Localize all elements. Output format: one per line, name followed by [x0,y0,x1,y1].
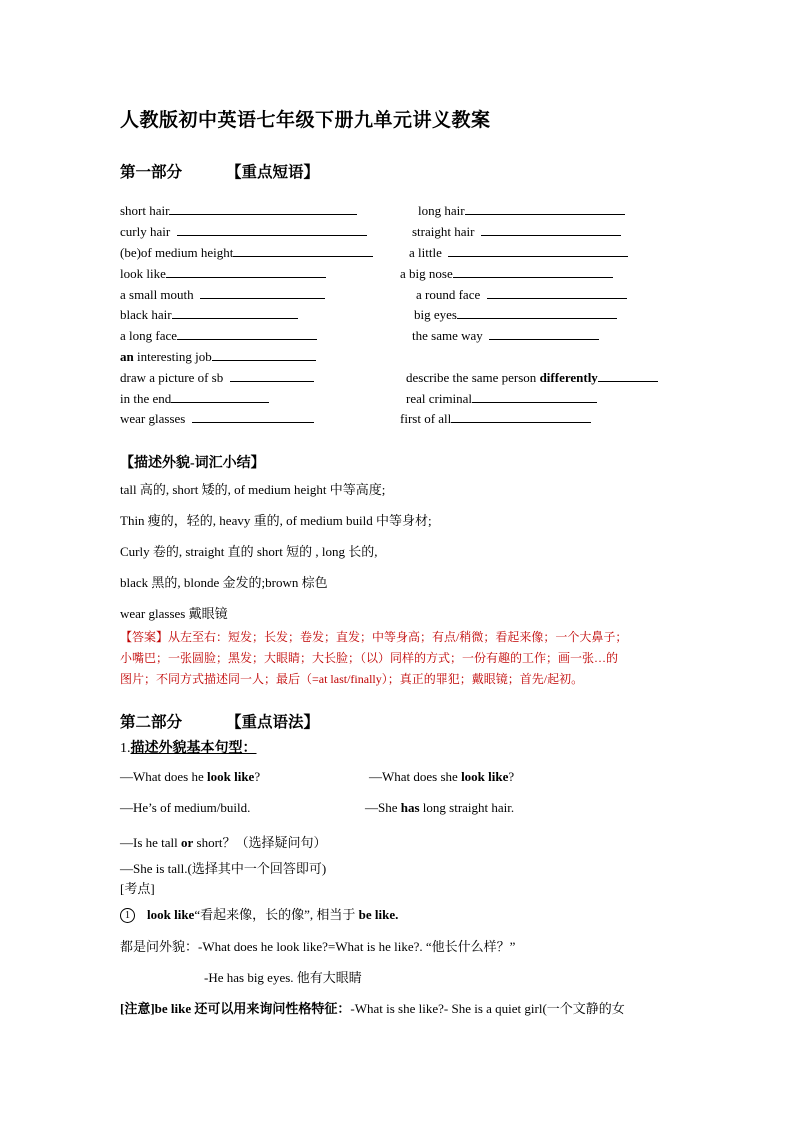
vocab-line: tall 高的, short 矮的, of medium height 中等高度; [120,482,386,497]
vocab-line: Curly 卷的, straight 直的 short 短的 , long 长的, [120,544,378,559]
vocab-line: wear glasses 戴眼镜 [120,606,228,621]
phrase-right: straight hair [412,224,621,240]
ask-appearance-line: 都是问外貌：-What does he look like?=What is he like?. “他长什么样？” [120,939,516,954]
answer-appearance-line: -He has big eyes. 他有大眼睛 [204,970,362,985]
phrase-left: a small mouth [120,287,325,303]
choice-question: —Is he tall or short？（选择疑问句） [120,835,327,850]
question-he: —What does he look like? [120,769,261,784]
phrase-right: long hair [418,203,625,219]
vocab-line: black 黑的, blonde 金发的;brown 棕色 [120,575,328,590]
question-she: —What does she look like? [369,769,515,784]
phrase-right: big eyes [414,307,617,323]
part1-label: 第一部分 [120,164,183,181]
answer-line: 小嘴巴；一张圆脸；黑发；大眼睛；大长脸；（以）同样的方式；一份有趣的工作；画一张…的 [120,651,619,665]
phrase-right: first of all [400,411,591,427]
exam-point-1: 1 look like“看起来像，长的像”, 相当于 be like. [120,904,398,923]
phrase-left: a long face [120,328,317,344]
phrase-left: short hair [120,203,357,219]
phrase-left: wear glasses [120,411,314,427]
phrase-right: a round face [416,287,627,303]
answer-line: 图片；不同方式描述同一人；最后（=at last/finally）；真正的罪犯；戴眼镜；首先/起初。 [120,672,584,686]
part2-label: 第二部分 [120,714,183,731]
page-title: 人教版初中英语七年级下册九单元讲义教案 [120,110,491,131]
circled-number: 1 [120,908,135,923]
phrase-right: describe the same person differently [406,370,658,386]
vocab-heading: 【描述外貌-词汇小结】 [120,456,265,471]
exam-point-label: [考点] [120,881,155,896]
part2-heading: 【重点语法】 [226,714,320,731]
phrase-right: the same way [412,328,599,344]
phrase-left: black hair [120,307,298,323]
grammar-subheading: 1.描述外貌基本句型： [120,741,257,756]
phrase-left: in the end [120,391,269,407]
phrase-left: (be)of medium height [120,245,373,261]
phrase-left: an interesting job [120,349,316,365]
answer-he: —He’s of medium/build. [120,800,251,815]
answer-she: —She has long straight hair. [365,800,515,815]
phrase-right: a big nose [400,266,613,282]
phrase-right: a little [409,245,628,261]
phrase-left: look like [120,266,326,282]
phrase-right: real criminal [406,391,597,407]
vocab-line: Thin 瘦的，轻的, heavy 重的, of medium build 中等身材; [120,513,432,528]
phrase-left: draw a picture of sb [120,370,314,386]
note-line: [注意]be like 还可以用来询问性格特征：-What is she like?- She is a quiet girl(一个文静的女 [120,1001,625,1016]
choice-answer: —She is tall.(选择其中一个回答即可) [120,861,327,876]
part1-heading: 【重点短语】 [226,164,320,181]
phrase-left: curly hair [120,224,367,240]
answer-line: 【答案】从左至右：短发；长发；卷发；直发；中等身高；有点/稍微；看起来像；一个大鼻子； [120,630,628,644]
